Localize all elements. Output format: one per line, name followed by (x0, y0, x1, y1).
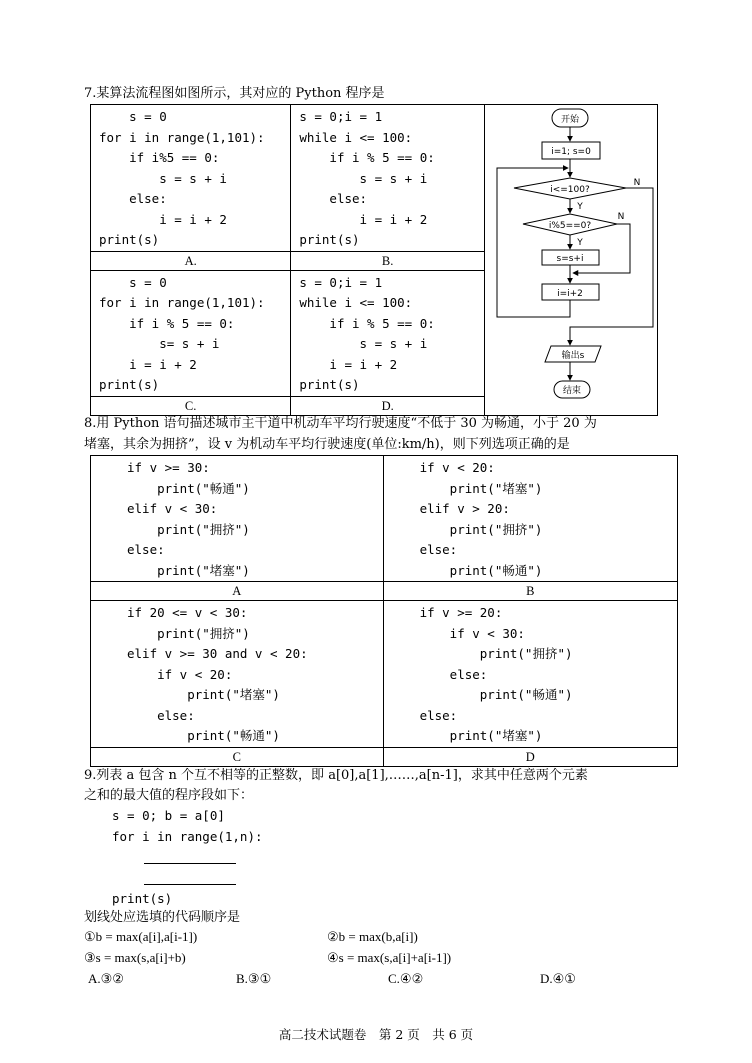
code-line: print(s) (299, 377, 360, 393)
q7-options-table (90, 104, 658, 416)
code-line: if v < 20: (419, 460, 495, 475)
code-line: print("拥挤") (419, 646, 573, 661)
code-line: for i in range(1,101): (99, 129, 265, 145)
code-line: i = i + 2 (299, 211, 428, 227)
q7-title: 7.某算法流程图如图所示，其对应的 Python 程序是 (84, 86, 385, 101)
code-line: if 20 <= v < 30: (127, 605, 248, 620)
code-line: print("堵塞") (127, 562, 250, 578)
code-line: print("堵塞") (419, 480, 543, 496)
q9-title-line2: 之和的最大值的程序段如下： (84, 788, 254, 803)
q8-title-line1: 8.用 Python 语句描述城市主干道中机动车平均行驶速度“不低于 30 为畅通，小于 20 为 (84, 416, 597, 431)
code-line: i = i + 2 (99, 211, 227, 227)
q7-label-b: B. (291, 251, 485, 270)
q7-label-d: D. (291, 396, 485, 415)
code-line: else: (419, 666, 488, 682)
q9-prompt: 划线处应选填的代码顺序是 (84, 910, 241, 925)
code-line: i = i + 2 (99, 356, 197, 372)
q8-code-b (384, 456, 677, 581)
code-line: if v < 20: (127, 666, 233, 682)
q9-answer-d: D.④① (540, 971, 576, 986)
code-line: while i <= 100: (299, 295, 413, 311)
code-line: s = 0;i = 1 (299, 274, 383, 290)
code-line: s = s + i (299, 170, 428, 186)
code-line: elif v > 20: (419, 501, 510, 516)
code-line: print("畅通") (419, 687, 573, 702)
page-footer: 高二技术试题卷 第 2 页 共 6 页 (278, 1027, 474, 1042)
code-line: s = s + i (299, 336, 428, 352)
code-line: elif v >= 30 and v < 20: (127, 646, 308, 661)
code-line: i = i + 2 (299, 356, 398, 372)
code-line: print(s) (99, 232, 160, 247)
code-line: else: (299, 191, 368, 206)
q8-code-c (91, 601, 383, 747)
q7-code-a (91, 105, 290, 251)
q8-title-line2: 堵塞，其余为拥挤”，设 v 为机动车平均行驶速度(单位:km/h)，则下列选项正确的是 (84, 437, 570, 452)
flow-start-text: 开始 (560, 115, 579, 125)
q9-option-1: ①b = max(a[i],a[i-1]) (84, 929, 198, 944)
code-line: if i % 5 == 0: (299, 150, 435, 165)
q7-label-a: A. (91, 251, 291, 270)
flow-cond1-text: i<=100? (550, 185, 590, 195)
q7-flowchart-cell (484, 105, 657, 416)
flow-sum-text: s=s+i (556, 254, 584, 264)
q7-code-c (91, 271, 290, 396)
q9-title-line1: 9.列表 a 包含 n 个互不相等的正整数，即 a[0],a[1],……,a[n-1]，求其中任意两个元素 (84, 768, 588, 783)
code-line: if i % 5 == 0: (299, 315, 435, 331)
q7-code-b (291, 105, 484, 251)
code-line: else: (99, 191, 167, 206)
code-line: s = 0 (99, 109, 167, 124)
code-line: if v >= 30: (127, 460, 210, 475)
flow-no1-label: N (633, 178, 641, 188)
code-line: else: (127, 707, 195, 723)
code-line: print("堵塞") (419, 728, 543, 743)
code-line: print("拥挤") (419, 521, 543, 537)
flow-no2-label: N (617, 212, 625, 222)
q7-flowchart (485, 105, 657, 411)
q9-option-2: ②b = max(b,a[i]) (327, 929, 418, 944)
q7-label-c: C. (91, 396, 291, 415)
code-line: if v < 30: (419, 625, 525, 641)
q9-code-line3: print(s) (112, 891, 173, 906)
code-line: else: (127, 542, 165, 557)
code-line: s= s + i (99, 336, 220, 352)
code-line: print("畅通") (127, 728, 280, 743)
q8-label-b: B (383, 582, 677, 601)
q8-options-table (90, 455, 678, 767)
flow-end-text: 结束 (562, 386, 581, 396)
code-line: s = 0 (99, 274, 167, 290)
flow-yes2-label: Y (577, 238, 583, 248)
q9-option-4: ④s = max(s,a[i]+a[i-1]) (327, 950, 452, 965)
q8-label-c: C (91, 747, 384, 766)
q9-code-line1: s = 0; b = a[0] (112, 808, 225, 823)
flow-inc-text: i=i+2 (557, 289, 583, 299)
code-line: if i%5 == 0: (99, 150, 220, 165)
flow-yes1-label: Y (577, 202, 583, 212)
q9-answer-a: A.③② (88, 971, 124, 986)
flow-init-text: i=1; s=0 (551, 147, 591, 157)
code-line: print("拥挤") (127, 625, 250, 641)
code-line: print("拥挤") (127, 521, 250, 537)
q9-answer-b: B.③① (236, 971, 272, 986)
code-line: s = 0;i = 1 (299, 109, 383, 124)
code-line: elif v < 30: (127, 501, 218, 516)
code-line: else: (419, 542, 458, 557)
q8-label-d: D (383, 747, 677, 766)
code-line: print(s) (99, 377, 160, 393)
code-line: if i % 5 == 0: (99, 315, 235, 331)
flow-output-text: 输出s (561, 351, 585, 361)
q9-blank-1 (144, 863, 236, 864)
q8-code-d (384, 601, 677, 747)
flow-cond2-text: i%5==0? (548, 221, 592, 231)
q8-code-a (91, 456, 383, 581)
code-line: else: (419, 707, 458, 723)
code-line: for i in range(1,101): (99, 295, 265, 311)
code-line: print("畅通") (419, 562, 543, 578)
code-line: print(s) (299, 232, 360, 247)
q7-code-d (291, 271, 484, 396)
code-line: if v >= 20: (419, 605, 503, 620)
q9-option-3: ③s = max(s,a[i]+b) (84, 950, 186, 965)
code-line: while i <= 100: (299, 129, 413, 145)
q8-label-a: A (91, 582, 384, 601)
q9-answer-c: C.④② (388, 971, 424, 986)
code-line: print("堵塞") (127, 687, 280, 702)
q9-blank-2 (144, 884, 236, 885)
q9-code-line2: for i in range(1,n): (112, 829, 263, 844)
code-line: print("畅通") (127, 480, 250, 496)
code-line: s = s + i (99, 170, 227, 186)
